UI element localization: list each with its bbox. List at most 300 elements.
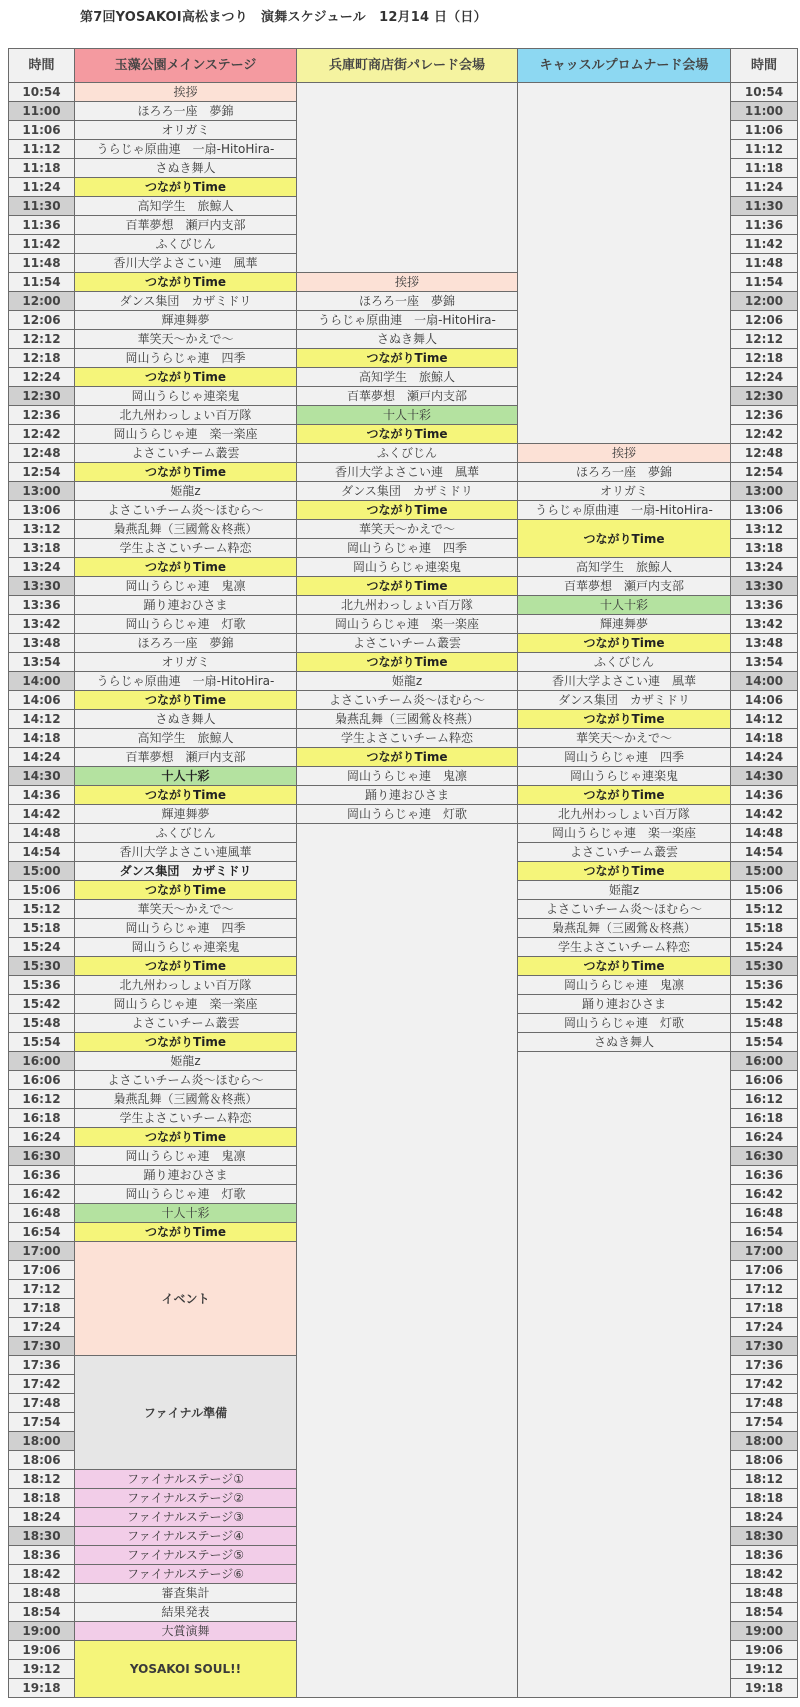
- castle-performance-cell: ダンス集団 カザミドリ: [518, 691, 731, 710]
- time-cell-left: 16:24: [9, 1128, 75, 1147]
- main-performance-cell: つながりTime: [75, 1128, 297, 1147]
- parade-performance-cell: つながりTime: [297, 425, 518, 444]
- schedule-row: [9, 558, 798, 577]
- time-cell-right: 15:24: [731, 938, 798, 957]
- main-performance-cell: うらじゃ原曲連 一扇-HitoHira-: [75, 672, 297, 691]
- time-cell-right: 18:30: [731, 1527, 798, 1546]
- main-performance-cell: つながりTime: [75, 786, 297, 805]
- parade-performance-cell: 百華夢想 瀬戸内支部: [297, 387, 518, 406]
- castle-performance-cell: よさこいチーム叢雲: [518, 843, 731, 862]
- main-performance-cell: うらじゃ原曲連 一扇-HitoHira-: [75, 140, 297, 159]
- time-cell-right: 12:18: [731, 349, 798, 368]
- time-cell-left: 14:06: [9, 691, 75, 710]
- time-cell-left: 11:36: [9, 216, 75, 235]
- time-cell-left: 14:24: [9, 748, 75, 767]
- time-cell-left: 13:06: [9, 501, 75, 520]
- parade-performance-cell: つながりTime: [297, 349, 518, 368]
- time-cell-left: 17:00: [9, 1242, 75, 1261]
- schedule-table: [8, 48, 798, 1698]
- time-cell-right: 16:54: [731, 1223, 798, 1242]
- castle-performance-cell: つながりTime: [518, 786, 731, 805]
- castle-performance-cell: 華笑天～かえで～: [518, 729, 731, 748]
- main-performance-cell: 百華夢想 瀬戸内支部: [75, 748, 297, 767]
- schedule-row: [9, 748, 798, 767]
- main-performance-cell: よさこいチーム叢雲: [75, 1014, 297, 1033]
- main-performance-cell: よさこいチーム炎～ほむら～: [75, 501, 297, 520]
- time-cell-left: 11:24: [9, 178, 75, 197]
- time-cell-left: 19:00: [9, 1622, 75, 1641]
- time-cell-right: 19:06: [731, 1641, 798, 1660]
- time-cell-left: 18:30: [9, 1527, 75, 1546]
- time-cell-left: 14:30: [9, 767, 75, 786]
- time-cell-left: 15:06: [9, 881, 75, 900]
- main-performance-cell: つながりTime: [75, 273, 297, 292]
- parade-performance-cell: 華笑天～かえで～: [297, 520, 518, 539]
- time-cell-left: 19:12: [9, 1660, 75, 1679]
- main-performance-cell: ほろろ一座 夢錦: [75, 634, 297, 653]
- main-performance-cell: さぬき舞人: [75, 159, 297, 178]
- parade-performance-cell: 学生よさこいチーム粋恋: [297, 729, 518, 748]
- time-cell-left: 16:30: [9, 1147, 75, 1166]
- time-cell-left: 15:00: [9, 862, 75, 881]
- time-cell-right: 11:12: [731, 140, 798, 159]
- main-performance-cell: 姫龍z: [75, 482, 297, 501]
- time-cell-right: 14:42: [731, 805, 798, 824]
- time-cell-left: 18:06: [9, 1451, 75, 1470]
- time-cell-left: 11:48: [9, 254, 75, 273]
- castle-performance-cell: 岡山うらじゃ連 鬼凛: [518, 976, 731, 995]
- time-cell-left: 13:54: [9, 653, 75, 672]
- time-cell-right: 18:18: [731, 1489, 798, 1508]
- castle-performance-cell: 踊り連おひさま: [518, 995, 731, 1014]
- schedule-row: [9, 653, 798, 672]
- time-cell-right: 18:36: [731, 1546, 798, 1565]
- main-performance-cell: 学生よさこいチーム粋恋: [75, 1109, 297, 1128]
- time-cell-left: 12:18: [9, 349, 75, 368]
- main-performance-cell: 姫龍z: [75, 1052, 297, 1071]
- parade-performance-cell: ほろろ一座 夢錦: [297, 292, 518, 311]
- main-performance-cell: 岡山うらじゃ連 灯歌: [75, 615, 297, 634]
- main-performance-cell: 岡山うらじゃ連 鬼凛: [75, 577, 297, 596]
- time-cell-left: 17:06: [9, 1261, 75, 1280]
- schedule-row: [9, 83, 798, 102]
- time-cell-left: 16:18: [9, 1109, 75, 1128]
- parade-performance-cell: 北九州わっしょい百万隊: [297, 596, 518, 615]
- castle-performance-cell: 梟燕乱舞（三國鶯＆柊燕）: [518, 919, 731, 938]
- time-cell-right: 17:30: [731, 1337, 798, 1356]
- time-cell-left: 17:36: [9, 1356, 75, 1375]
- parade-performance-cell: 岡山うらじゃ連 四季: [297, 539, 518, 558]
- header-row: [9, 49, 798, 83]
- castle-performance-cell: つながりTime: [518, 862, 731, 881]
- parade-performance-cell: 姫龍z: [297, 672, 518, 691]
- castle-performance-cell: ほろろ一座 夢錦: [518, 463, 731, 482]
- parade-performance-cell: つながりTime: [297, 501, 518, 520]
- time-cell-left: 13:12: [9, 520, 75, 539]
- main-performance-cell: 岡山うらじゃ連 鬼凛: [75, 1147, 297, 1166]
- time-cell-left: 14:36: [9, 786, 75, 805]
- time-cell-left: 18:12: [9, 1470, 75, 1489]
- schedule-row: [9, 596, 798, 615]
- schedule-row: [9, 634, 798, 653]
- time-cell-left: 12:00: [9, 292, 75, 311]
- time-cell-right: 18:06: [731, 1451, 798, 1470]
- main-performance-cell: 学生よさこいチーム粋恋: [75, 539, 297, 558]
- time-cell-left: 12:24: [9, 368, 75, 387]
- main-performance-cell: つながりTime: [75, 1223, 297, 1242]
- time-cell-right: 16:06: [731, 1071, 798, 1090]
- schedule-row: [9, 615, 798, 634]
- parade-performance-cell: つながりTime: [297, 748, 518, 767]
- main-performance-cell: 百華夢想 瀬戸内支部: [75, 216, 297, 235]
- time-cell-right: 12:00: [731, 292, 798, 311]
- time-cell-left: 15:42: [9, 995, 75, 1014]
- time-cell-right: 17:36: [731, 1356, 798, 1375]
- time-cell-right: 16:12: [731, 1090, 798, 1109]
- main-performance-cell: 高知学生 旅鯨人: [75, 729, 297, 748]
- parade-performance-cell: うらじゃ原曲連 一扇-HitoHira-: [297, 311, 518, 330]
- time-cell-right: 14:24: [731, 748, 798, 767]
- time-cell-right: 16:18: [731, 1109, 798, 1128]
- time-cell-right: 19:00: [731, 1622, 798, 1641]
- parade-performance-cell: 香川大学よさこい連 風華: [297, 463, 518, 482]
- main-performance-cell: 挨拶: [75, 83, 297, 102]
- schedule-row: [9, 805, 798, 824]
- main-performance-cell: ダンス集団 カザミドリ: [75, 292, 297, 311]
- parade-performance-cell: 岡山うらじゃ連 鬼凛: [297, 767, 518, 786]
- time-cell-left: 17:24: [9, 1318, 75, 1337]
- main-performance-cell: 十人十彩: [75, 767, 297, 786]
- time-cell-left: 12:36: [9, 406, 75, 425]
- time-cell-left: 15:36: [9, 976, 75, 995]
- time-cell-left: 13:30: [9, 577, 75, 596]
- main-performance-cell: つながりTime: [75, 881, 297, 900]
- parade-performance-cell: 高知学生 旅鯨人: [297, 368, 518, 387]
- time-cell-right: 16:48: [731, 1204, 798, 1223]
- time-cell-right: 15:12: [731, 900, 798, 919]
- main-performance-cell: 北九州わっしょい百万隊: [75, 406, 297, 425]
- time-cell-left: 15:12: [9, 900, 75, 919]
- time-cell-right: 17:54: [731, 1413, 798, 1432]
- main-performance-cell: つながりTime: [75, 178, 297, 197]
- main-performance-cell: ダンス集団 カザミドリ: [75, 862, 297, 881]
- main-performance-cell: ファイナルステージ③: [75, 1508, 297, 1527]
- main-performance-cell: ファイナルステージ④: [75, 1527, 297, 1546]
- time-cell-left: 12:42: [9, 425, 75, 444]
- time-cell-right: 18:54: [731, 1603, 798, 1622]
- castle-performance-cell: 姫龍z: [518, 881, 731, 900]
- time-cell-right: 13:48: [731, 634, 798, 653]
- time-cell-left: 15:54: [9, 1033, 75, 1052]
- header-castle-venue: キャッスルプロムナード会場: [518, 49, 731, 83]
- main-performance-cell: 華笑天～かえで～: [75, 900, 297, 919]
- parade-performance-cell: よさこいチーム炎～ほむら～: [297, 691, 518, 710]
- header-main-stage: 玉藻公園メインステージ: [75, 49, 297, 83]
- time-cell-right: 14:54: [731, 843, 798, 862]
- time-cell-right: 12:42: [731, 425, 798, 444]
- castle-performance-cell: さぬき舞人: [518, 1033, 731, 1052]
- time-cell-right: 17:00: [731, 1242, 798, 1261]
- time-cell-right: 11:54: [731, 273, 798, 292]
- schedule-row: [9, 463, 798, 482]
- time-cell-left: 16:06: [9, 1071, 75, 1090]
- castle-performance-cell: [518, 83, 731, 444]
- time-cell-right: 18:48: [731, 1584, 798, 1603]
- schedule-row: [9, 767, 798, 786]
- castle-performance-cell: 高知学生 旅鯨人: [518, 558, 731, 577]
- main-performance-cell: 輝連舞夢: [75, 311, 297, 330]
- time-cell-right: 16:30: [731, 1147, 798, 1166]
- time-cell-right: 11:00: [731, 102, 798, 121]
- parade-performance-cell: 挨拶: [297, 273, 518, 292]
- header-time-left: 時間: [9, 49, 75, 83]
- main-performance-cell: 十人十彩: [75, 1204, 297, 1223]
- header-parade-venue: 兵庫町商店街パレード会場: [297, 49, 518, 83]
- main-performance-cell: 岡山うらじゃ連楽鬼: [75, 938, 297, 957]
- parade-performance-cell: 踊り連おひさま: [297, 786, 518, 805]
- time-cell-left: 14:00: [9, 672, 75, 691]
- main-performance-cell: 岡山うらじゃ連 四季: [75, 919, 297, 938]
- castle-performance-cell: 挨拶: [518, 444, 731, 463]
- time-cell-left: 14:18: [9, 729, 75, 748]
- schedule-row: [9, 501, 798, 520]
- time-cell-left: 12:54: [9, 463, 75, 482]
- time-cell-right: 11:24: [731, 178, 798, 197]
- time-cell-right: 14:12: [731, 710, 798, 729]
- time-cell-left: 18:36: [9, 1546, 75, 1565]
- time-cell-left: 11:30: [9, 197, 75, 216]
- time-cell-left: 16:36: [9, 1166, 75, 1185]
- time-cell-right: 13:24: [731, 558, 798, 577]
- time-cell-left: 10:54: [9, 83, 75, 102]
- main-performance-cell: つながりTime: [75, 558, 297, 577]
- main-performance-cell: つながりTime: [75, 691, 297, 710]
- time-cell-left: 18:48: [9, 1584, 75, 1603]
- time-cell-left: 15:30: [9, 957, 75, 976]
- time-cell-right: 11:18: [731, 159, 798, 178]
- main-performance-cell: 踊り連おひさま: [75, 596, 297, 615]
- castle-performance-cell: ふくびじん: [518, 653, 731, 672]
- main-performance-cell: ファイナルステージ①: [75, 1470, 297, 1489]
- time-cell-left: 11:00: [9, 102, 75, 121]
- time-cell-right: 15:48: [731, 1014, 798, 1033]
- castle-performance-cell: つながりTime: [518, 710, 731, 729]
- time-cell-right: 15:06: [731, 881, 798, 900]
- time-cell-left: 18:54: [9, 1603, 75, 1622]
- time-cell-left: 11:54: [9, 273, 75, 292]
- main-performance-cell: 輝連舞夢: [75, 805, 297, 824]
- time-cell-left: 13:18: [9, 539, 75, 558]
- castle-performance-cell: 香川大学よさこい連 風華: [518, 672, 731, 691]
- time-cell-right: 13:18: [731, 539, 798, 558]
- time-cell-left: 12:12: [9, 330, 75, 349]
- time-cell-left: 15:18: [9, 919, 75, 938]
- time-cell-right: 19:18: [731, 1679, 798, 1698]
- parade-performance-cell: [297, 83, 518, 273]
- schedule-row: [9, 691, 798, 710]
- time-cell-right: 13:00: [731, 482, 798, 501]
- main-performance-cell: 審査集計: [75, 1584, 297, 1603]
- time-cell-left: 17:18: [9, 1299, 75, 1318]
- time-cell-left: 13:42: [9, 615, 75, 634]
- time-cell-left: 17:54: [9, 1413, 75, 1432]
- time-cell-left: 19:18: [9, 1679, 75, 1698]
- time-cell-left: 18:00: [9, 1432, 75, 1451]
- castle-performance-cell: 岡山うらじゃ連楽鬼: [518, 767, 731, 786]
- time-cell-left: 16:12: [9, 1090, 75, 1109]
- schedule-row: [9, 824, 798, 843]
- time-cell-left: 16:54: [9, 1223, 75, 1242]
- parade-performance-cell: つながりTime: [297, 577, 518, 596]
- time-cell-left: 11:18: [9, 159, 75, 178]
- time-cell-left: 16:00: [9, 1052, 75, 1071]
- time-cell-right: 12:54: [731, 463, 798, 482]
- time-cell-right: 16:42: [731, 1185, 798, 1204]
- time-cell-left: 13:48: [9, 634, 75, 653]
- main-performance-cell: 高知学生 旅鯨人: [75, 197, 297, 216]
- time-cell-right: 16:00: [731, 1052, 798, 1071]
- castle-performance-cell: [518, 1052, 731, 1698]
- time-cell-right: 14:48: [731, 824, 798, 843]
- main-performance-cell: 岡山うらじゃ連 楽一楽座: [75, 995, 297, 1014]
- time-cell-right: 12:06: [731, 311, 798, 330]
- time-cell-right: 18:42: [731, 1565, 798, 1584]
- time-cell-left: 16:42: [9, 1185, 75, 1204]
- header-time-right: 時間: [731, 49, 798, 83]
- time-cell-left: 14:48: [9, 824, 75, 843]
- schedule-row: [9, 520, 798, 539]
- time-cell-right: 13:54: [731, 653, 798, 672]
- castle-performance-cell: 学生よさこいチーム粋恋: [518, 938, 731, 957]
- time-cell-right: 12:48: [731, 444, 798, 463]
- time-cell-right: 13:12: [731, 520, 798, 539]
- time-cell-right: 13:36: [731, 596, 798, 615]
- main-performance-cell: 華笑天～かえで～: [75, 330, 297, 349]
- main-performance-cell: よさこいチーム炎～ほむら～: [75, 1071, 297, 1090]
- time-cell-left: 17:48: [9, 1394, 75, 1413]
- time-cell-right: 15:42: [731, 995, 798, 1014]
- parade-performance-cell: ふくびじん: [297, 444, 518, 463]
- main-performance-cell: 梟燕乱舞（三國鶯＆柊燕）: [75, 1090, 297, 1109]
- parade-performance-cell: 十人十彩: [297, 406, 518, 425]
- schedule-row: [9, 786, 798, 805]
- time-cell-left: 11:06: [9, 121, 75, 140]
- main-performance-cell: さぬき舞人: [75, 710, 297, 729]
- time-cell-left: 11:42: [9, 235, 75, 254]
- time-cell-left: 13:36: [9, 596, 75, 615]
- castle-performance-cell: つながりTime: [518, 520, 731, 558]
- time-cell-right: 17:24: [731, 1318, 798, 1337]
- time-cell-right: 18:12: [731, 1470, 798, 1489]
- main-performance-cell: ふくびじん: [75, 824, 297, 843]
- time-cell-right: 17:06: [731, 1261, 798, 1280]
- time-cell-left: 12:06: [9, 311, 75, 330]
- castle-performance-cell: 岡山うらじゃ連 四季: [518, 748, 731, 767]
- time-cell-right: 13:42: [731, 615, 798, 634]
- time-cell-right: 15:00: [731, 862, 798, 881]
- parade-performance-cell: つながりTime: [297, 653, 518, 672]
- main-performance-cell: よさこいチーム叢雲: [75, 444, 297, 463]
- castle-performance-cell: 北九州わっしょい百万隊: [518, 805, 731, 824]
- main-performance-cell: 香川大学よさこい連風華: [75, 843, 297, 862]
- main-performance-cell: つながりTime: [75, 1033, 297, 1052]
- main-performance-cell: つながりTime: [75, 368, 297, 387]
- time-cell-right: 13:06: [731, 501, 798, 520]
- castle-performance-cell: 岡山うらじゃ連 楽一楽座: [518, 824, 731, 843]
- time-cell-left: 14:12: [9, 710, 75, 729]
- time-cell-right: 12:30: [731, 387, 798, 406]
- time-cell-left: 16:48: [9, 1204, 75, 1223]
- main-performance-cell: ファイナル準備: [75, 1356, 297, 1470]
- main-performance-cell: ほろろ一座 夢錦: [75, 102, 297, 121]
- time-cell-right: 17:18: [731, 1299, 798, 1318]
- main-performance-cell: 結果発表: [75, 1603, 297, 1622]
- time-cell-right: 12:12: [731, 330, 798, 349]
- main-performance-cell: 香川大学よさこい連 風華: [75, 254, 297, 273]
- time-cell-right: 16:36: [731, 1166, 798, 1185]
- main-performance-cell: 梟燕乱舞（三國鶯＆柊燕）: [75, 520, 297, 539]
- main-performance-cell: 大賞演舞: [75, 1622, 297, 1641]
- time-cell-right: 14:18: [731, 729, 798, 748]
- castle-performance-cell: オリガミ: [518, 482, 731, 501]
- time-cell-right: 11:06: [731, 121, 798, 140]
- parade-performance-cell: 岡山うらじゃ連楽鬼: [297, 558, 518, 577]
- time-cell-right: 15:36: [731, 976, 798, 995]
- main-performance-cell: ファイナルステージ⑤: [75, 1546, 297, 1565]
- time-cell-left: 17:12: [9, 1280, 75, 1299]
- castle-performance-cell: うらじゃ原曲連 一扇-HitoHira-: [518, 501, 731, 520]
- time-cell-right: 16:24: [731, 1128, 798, 1147]
- parade-performance-cell: さぬき舞人: [297, 330, 518, 349]
- time-cell-right: 12:24: [731, 368, 798, 387]
- castle-performance-cell: 百華夢想 瀬戸内支部: [518, 577, 731, 596]
- time-cell-right: 18:00: [731, 1432, 798, 1451]
- page-title: 第7回YOSAKOI高松まつり 演舞スケジュール 12月14 日（日）: [80, 10, 487, 25]
- time-cell-right: 11:42: [731, 235, 798, 254]
- time-cell-left: 12:30: [9, 387, 75, 406]
- main-performance-cell: YOSAKOI SOUL!!: [75, 1641, 297, 1698]
- schedule-row: [9, 729, 798, 748]
- castle-performance-cell: 岡山うらじゃ連 灯歌: [518, 1014, 731, 1033]
- main-performance-cell: ふくびじん: [75, 235, 297, 254]
- time-cell-right: 11:30: [731, 197, 798, 216]
- time-cell-left: 12:48: [9, 444, 75, 463]
- schedule-row: [9, 482, 798, 501]
- time-cell-right: 14:06: [731, 691, 798, 710]
- time-cell-left: 17:42: [9, 1375, 75, 1394]
- parade-performance-cell: 梟燕乱舞（三國鶯＆柊燕）: [297, 710, 518, 729]
- time-cell-right: 10:54: [731, 83, 798, 102]
- time-cell-right: 15:30: [731, 957, 798, 976]
- schedule-body: [9, 83, 798, 1698]
- main-performance-cell: オリガミ: [75, 121, 297, 140]
- time-cell-right: 17:42: [731, 1375, 798, 1394]
- parade-performance-cell: ダンス集団 カザミドリ: [297, 482, 518, 501]
- main-performance-cell: つながりTime: [75, 463, 297, 482]
- time-cell-left: 15:24: [9, 938, 75, 957]
- castle-performance-cell: つながりTime: [518, 634, 731, 653]
- castle-performance-cell: よさこいチーム炎～ほむら～: [518, 900, 731, 919]
- time-cell-right: 18:24: [731, 1508, 798, 1527]
- time-cell-right: 17:12: [731, 1280, 798, 1299]
- castle-performance-cell: つながりTime: [518, 957, 731, 976]
- time-cell-right: 11:36: [731, 216, 798, 235]
- time-cell-left: 13:24: [9, 558, 75, 577]
- main-performance-cell: 北九州わっしょい百万隊: [75, 976, 297, 995]
- parade-performance-cell: [297, 824, 518, 1698]
- time-cell-right: 11:48: [731, 254, 798, 273]
- schedule-row: [9, 444, 798, 463]
